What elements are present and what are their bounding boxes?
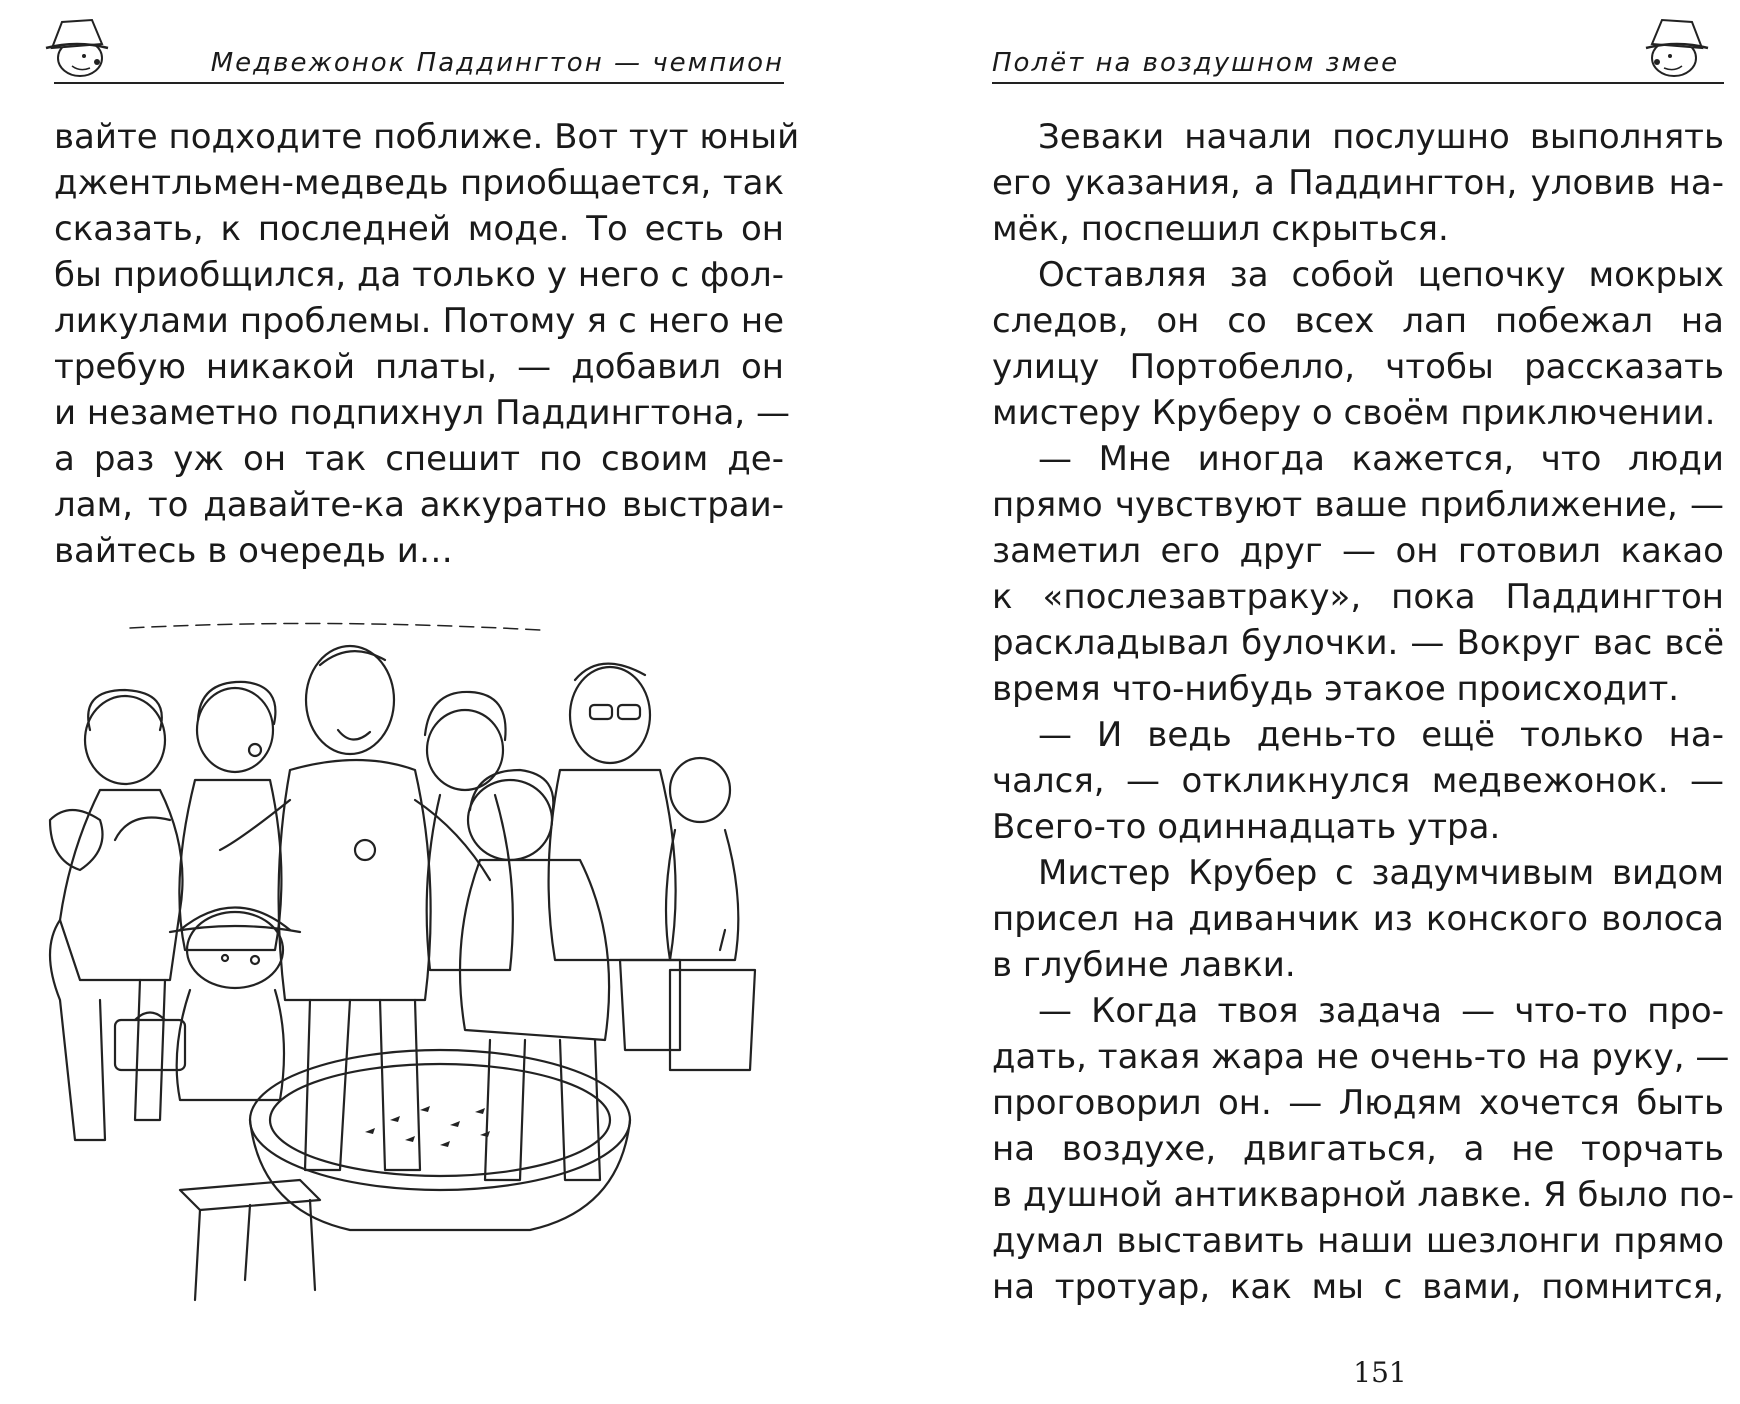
text-line: Оставляя за собой цепочку мокрых [1038,255,1724,295]
text-line: на воздухе, двигаться, а не торчать [992,1129,1724,1169]
text-line: в душной антикварной лавке. Я было по- [992,1175,1734,1215]
text-line: прямо чувствуют ваше приближение, — [992,485,1724,525]
text-line: джентльмен-медведь приобщается, так [54,163,784,203]
text-line: на тротуар, как мы с вами, помнится, [992,1267,1724,1307]
text-line: следов, он со всех лап побежал на [992,301,1724,341]
text-line: — Мне иногда кажется, что люди [1038,439,1724,479]
text-line: к «послезавтраку», пока Паддингтон [992,577,1724,617]
text-line: сказать, к последней моде. То есть он [54,209,784,249]
right-page [870,0,1740,1404]
text-line: чался, — откликнулся медвежонок. — [992,761,1724,801]
body-text [992,114,1734,1310]
page-number: 151 [1353,1356,1407,1389]
crowd-around-fish-basin-illustration [20,620,840,1320]
text-line: бы приобщился, да только у него с фол- [54,255,784,295]
running-head: Медвежонок Паддингтон — чемпион [54,38,784,84]
text-line: мистеру Круберу о своём приключении. [992,393,1716,433]
text-line: дать, такая жара не очень-то на руку, — [992,1037,1730,1077]
text-line: улицу Портобелло, чтобы рассказать [992,347,1724,387]
text-line: лам, то давайте-ка аккуратно выстраи- [54,485,784,525]
text-line: в глубине лавки. [992,945,1296,985]
running-head: Полёт на воздушном змее [992,38,1724,84]
text-line: а раз уж он так спешит по своим де- [54,439,784,479]
text-line: Зеваки начали послушно выполнять [1038,117,1724,157]
text-line: вайтесь в очередь и… [54,531,453,571]
text-line: мёк, поспешил скрыться. [992,209,1449,249]
text-line: вайте подходите поближе. Вот тут юный [54,117,800,157]
text-line: заметил его друг — он готовил какао [992,531,1724,571]
text-line: раскладывал булочки. — Вокруг вас всё [992,623,1724,663]
body-text [54,114,800,574]
text-line: требую никакой платы, — добавил он [54,347,784,387]
text-line: Мистер Крубер с задумчивым видом [1038,853,1724,893]
text-line: Всего-то одиннадцать утра. [992,807,1501,847]
text-line: думал выставить наши шезлонги прямо [992,1221,1724,1261]
text-line: — Когда твоя задача — что-то про- [1038,991,1724,1031]
text-line: присел на диванчик из конского волоса [992,899,1724,939]
text-line: время что-нибудь этакое происходит. [992,669,1680,709]
text-line: ликулами проблемы. Потому я с него не [54,301,784,341]
text-line: — И ведь день-то ещё только на- [1038,715,1724,755]
text-line: проговорил он. — Людям хочется быть [992,1083,1724,1123]
text-line: и незаметно подпихнул Паддингтона, — [54,393,790,433]
text-line: его указания, а Паддингтон, уловив на- [992,163,1724,203]
paddington-head-icon [1642,14,1712,84]
